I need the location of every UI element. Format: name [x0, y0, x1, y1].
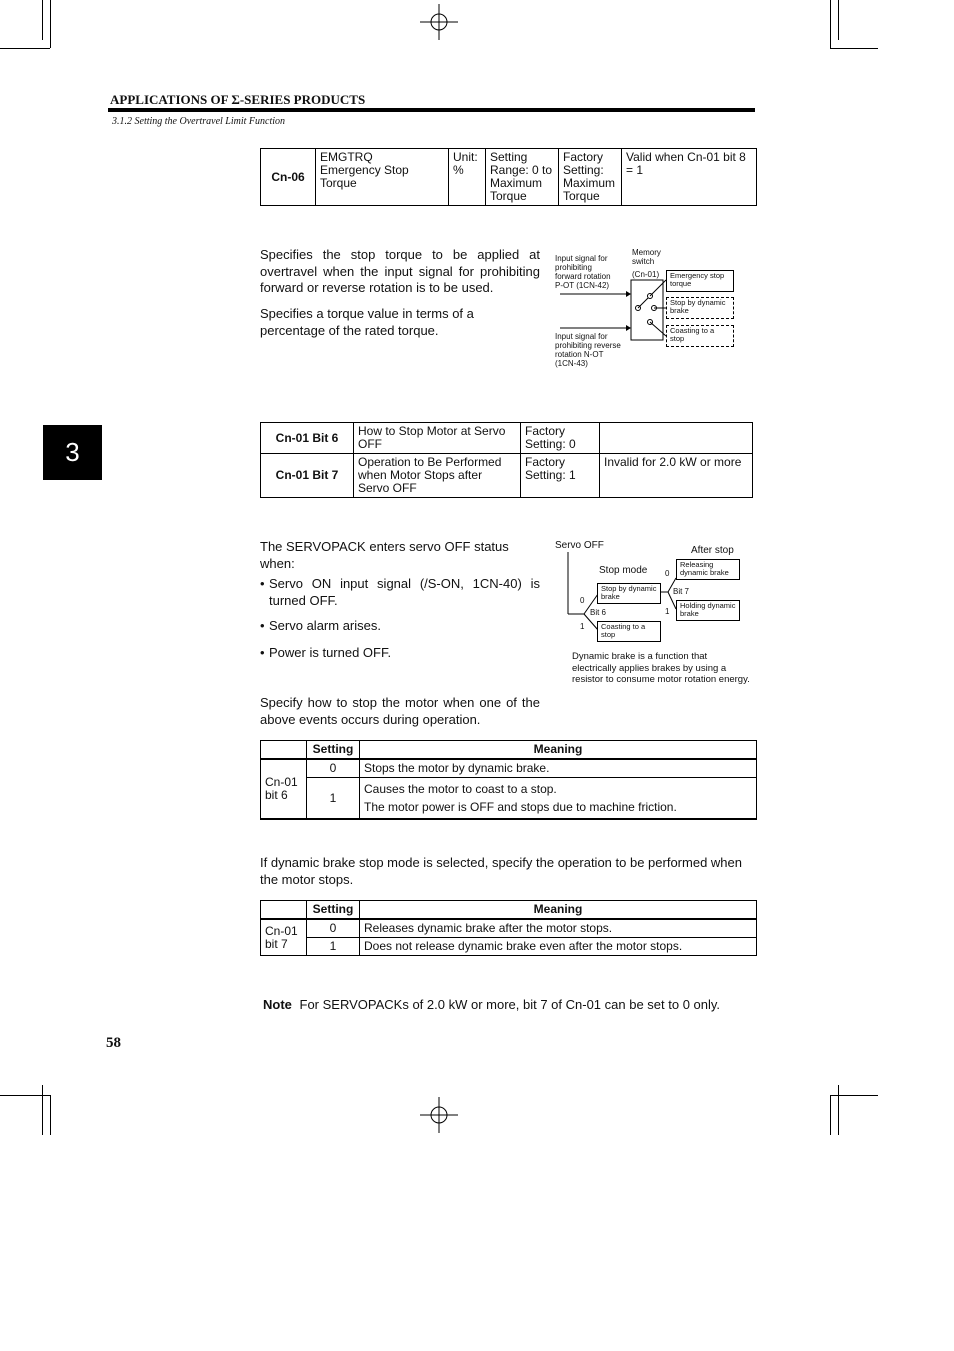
bit7-meaning-table [260, 900, 757, 956]
stop-mode-diagram [554, 536, 754, 706]
list-item: • Servo ON input signal (/S-ON, 1CN-40) is turned OFF. [260, 576, 540, 608]
crop-mark [42, 0, 43, 40]
specify-stop-text: Specify how to stop the motor when one of the above events occurs during operation. [260, 695, 540, 727]
reverse-input-label: Input signal for prohibiting reverse rotation N-OT (1CN-43) [555, 332, 621, 368]
crop-mark [42, 1085, 43, 1135]
bit6-meaning-table [260, 740, 757, 820]
emergency-stop-torque-box: Emergency stop torque [666, 270, 734, 292]
parameter-table-cn06 [260, 148, 757, 206]
torque-percentage-description: Specifies a torque value in terms of a percentage of the rated torque. [260, 306, 474, 338]
crop-mark [838, 1085, 839, 1135]
crop-mark [50, 0, 51, 48]
param-range: Setting Range: 0 to Maximum Torque [486, 149, 559, 206]
bit6-label: Bit 6 [590, 608, 607, 617]
table-cell [360, 778, 757, 820]
note-label: Note [263, 997, 292, 1012]
chapter-tab: 3 [43, 425, 102, 480]
meaning-line: Causes the motor to coast to a stop. [364, 782, 557, 796]
dynamic-brake-text: If dynamic brake stop mode is selected, specify the operation to be performed when the motor stops. [260, 855, 742, 887]
bit6-code: Cn-01 Bit 6 [261, 423, 354, 454]
coasting-box: Coasting to a stop [597, 621, 661, 642]
table-cell: Releases dynamic brake after the motor stops. [360, 919, 757, 938]
header-rule [108, 108, 755, 112]
param-unit: Unit: % [449, 149, 486, 206]
stop-mode-label: Stop mode [599, 565, 648, 576]
coasting-box: Coasting to a stop [666, 325, 734, 347]
bullet-list [260, 576, 540, 661]
bit-settings-table [260, 422, 753, 498]
zero-label: 0 [580, 596, 585, 605]
bit7-row-label: Cn-01 bit 7 [261, 919, 307, 956]
bit6-description: How to Stop Motor at Servo OFF [354, 423, 521, 454]
dynamic-brake-box: Stop by dynamic brake [666, 297, 734, 319]
note [263, 997, 720, 1012]
crop-mark [50, 1095, 51, 1135]
note-text: For SERVOPACKs of 2.0 kW or more, bit 7 of Cn-01 can be set to 0 only. [299, 997, 721, 1012]
bit7-note: Invalid for 2.0 kW or more [600, 454, 753, 498]
bit7-label: Bit 7 [673, 587, 690, 596]
bullet-icon: • [260, 644, 265, 660]
table-cell: Does not release dynamic brake even after the motor stops. [360, 938, 757, 956]
cn01-label: (Cn-01) [632, 270, 660, 279]
holding-brake-box: Holding dynamic brake [676, 600, 740, 621]
bullet-icon: • [260, 618, 265, 633]
overtravel-diagram [554, 246, 754, 376]
crop-mark [0, 48, 50, 49]
section-subheader: 3.1.2 Setting the Overtravel Limit Function [112, 116, 286, 127]
bit7-description: Operation to Be Performed when Motor Stops after Servo OFF [354, 454, 521, 498]
zero-label: 0 [665, 569, 670, 578]
after-stop-label: After stop [691, 545, 734, 556]
param-factory: Factory Setting: Maximum Torque [559, 149, 622, 206]
meaning-header: Meaning [360, 741, 757, 760]
meaning-header: Meaning [360, 901, 757, 920]
empty-header-cell [261, 741, 307, 760]
table-cell: 1 [307, 938, 360, 956]
registration-mark-icon [420, 1097, 460, 1133]
meaning-line: The motor power is OFF and stops due to machine friction. [364, 800, 677, 814]
bullet-icon: • [260, 576, 265, 591]
crop-mark [838, 0, 839, 40]
bit7-code: Cn-01 Bit 7 [261, 454, 354, 498]
list-item: • Power is turned OFF. [260, 644, 392, 660]
stop-torque-description: Specifies the stop torque to be applied at overtravel when the input signal for prohibiting forward or reverse rotation is to be used. [260, 247, 540, 295]
empty-header-cell [261, 901, 307, 920]
param-code: Cn-06 [261, 149, 316, 206]
bit7-factory: Factory Setting: 1 [521, 454, 600, 498]
param-note: Valid when Cn-01 bit 8 = 1 [622, 149, 757, 206]
table-cell: 0 [307, 759, 360, 778]
crop-mark [830, 1095, 831, 1135]
bit6-note [600, 423, 753, 454]
one-label: 1 [665, 607, 670, 616]
setting-header: Setting [307, 901, 360, 920]
one-label: 1 [580, 622, 585, 631]
forward-input-label: Input signal for prohibiting forward rotation P-OT (1CN-42) [555, 254, 611, 290]
table-cell: 1 [307, 778, 360, 820]
servo-off-label: Servo OFF [555, 540, 604, 551]
table-cell: 0 [307, 919, 360, 938]
releasing-brake-box: Releasing dynamic brake [676, 559, 740, 580]
running-header: APPLICATIONS OF Σ-SERIES PRODUCTS [110, 92, 366, 107]
bit6-row-label: Cn-01 bit 6 [261, 759, 307, 819]
bit6-factory: Factory Setting: 0 [521, 423, 600, 454]
crop-mark [830, 0, 831, 48]
setting-header: Setting [307, 741, 360, 760]
servo-off-intro: The SERVOPACK enters servo OFF status when: [260, 539, 509, 571]
crop-mark [830, 48, 878, 49]
param-name: EMGTRQ Emergency Stop Torque [316, 149, 449, 206]
stop-by-dynamic-brake-box: Stop by dynamic brake [597, 583, 661, 604]
memory-switch-label: Memory switch [632, 248, 661, 266]
registration-mark-icon [420, 4, 460, 40]
table-cell: Stops the motor by dynamic brake. [360, 759, 757, 778]
dynamic-brake-caption: Dynamic brake is a function that electrically applies brakes by using a resistor to consume motor rotation energy. [572, 651, 750, 685]
page-number: 58 [106, 1035, 121, 1051]
list-item: • Servo alarm arises. [260, 618, 381, 633]
